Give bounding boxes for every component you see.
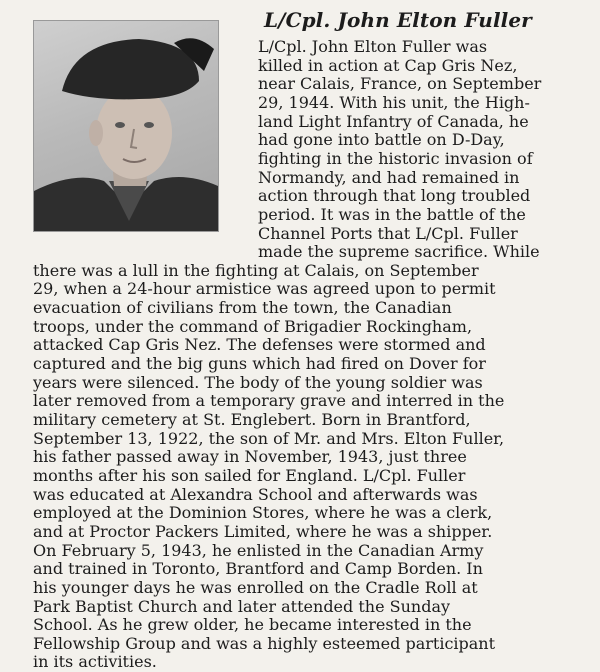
body-line: killed in action at Cap Gris Nez, [258,55,518,75]
body-line: 29, 1944. With his unit, the High- [258,92,530,112]
body-line: captured and the big guns which had fired on Dover for [33,354,486,374]
body-line: and trained in Toronto, Brantford and Camp Borden. In [33,559,483,579]
body-line: Channel Ports that L/Cpl. Fuller [258,223,518,243]
body-line: in its activities. [33,652,157,672]
body-line: employed at the Dominion Stores, where he was a clerk, [33,503,493,523]
body-line: months after his son sailed for England. L/Cpl. Fuller [33,465,466,485]
body-line: 29, when a 24-hour armistice was agreed upon to permit [33,279,496,299]
body-line: Normandy, and had remained in [258,167,520,187]
body-line: his father passed away in November, 1943, just three [33,447,467,467]
body-line: made the supreme sacrifice. While [258,242,540,262]
body-line: land Light Infantry of Canada, he [258,111,529,131]
body-line: had gone into battle on D-Day, [258,130,505,150]
portrait-photo [33,20,219,232]
body-line: was educated at Alexandra School and afterwards was [33,484,478,504]
soldier-portrait-image [34,21,218,231]
body-line: his younger days he was enrolled on the Cradle Roll at [33,577,478,597]
body-line: near Calais, France, on September [258,74,542,94]
body-line: Park Baptist Church and later attended the Sunday [33,596,451,616]
article-title: L/Cpl. John Elton Fuller [264,8,532,32]
body-line: military cemetery at St. Englebert. Born in Brantford, [33,410,471,429]
body-line: School. As he grew older, he became interested in the [33,615,472,635]
body-line: and at Proctor Packers Limited, where he was a shipper. [33,521,493,541]
body-line: evacuation of civilians from the town, the Canadian [33,298,452,318]
body-line: years were silenced. The body of the young soldier was [33,372,483,392]
body-line: fighting in the historic invasion of [258,148,533,168]
body-line: later removed from a temporary grave and interred in the [33,391,505,411]
body-line: On February 5, 1943, he enlisted in the Canadian Army [33,540,484,560]
body-line: Fellowship Group and was a highly esteemed participant [33,633,496,653]
body-line: L/Cpl. John Elton Fuller was [258,37,488,56]
body-line: September 13, 1922, the son of Mr. and Mrs. Elton Fuller, [33,428,505,448]
body-line: troops, under the command of Brigadier Rockingham, [33,316,473,336]
body-line: attacked Cap Gris Nez. The defenses were stormed and [33,335,486,355]
body-line: period. It was in the battle of the [258,204,526,224]
body-line: action through that long troubled [258,186,531,206]
body-line: there was a lull in the fighting at Calais, on September [33,260,479,280]
